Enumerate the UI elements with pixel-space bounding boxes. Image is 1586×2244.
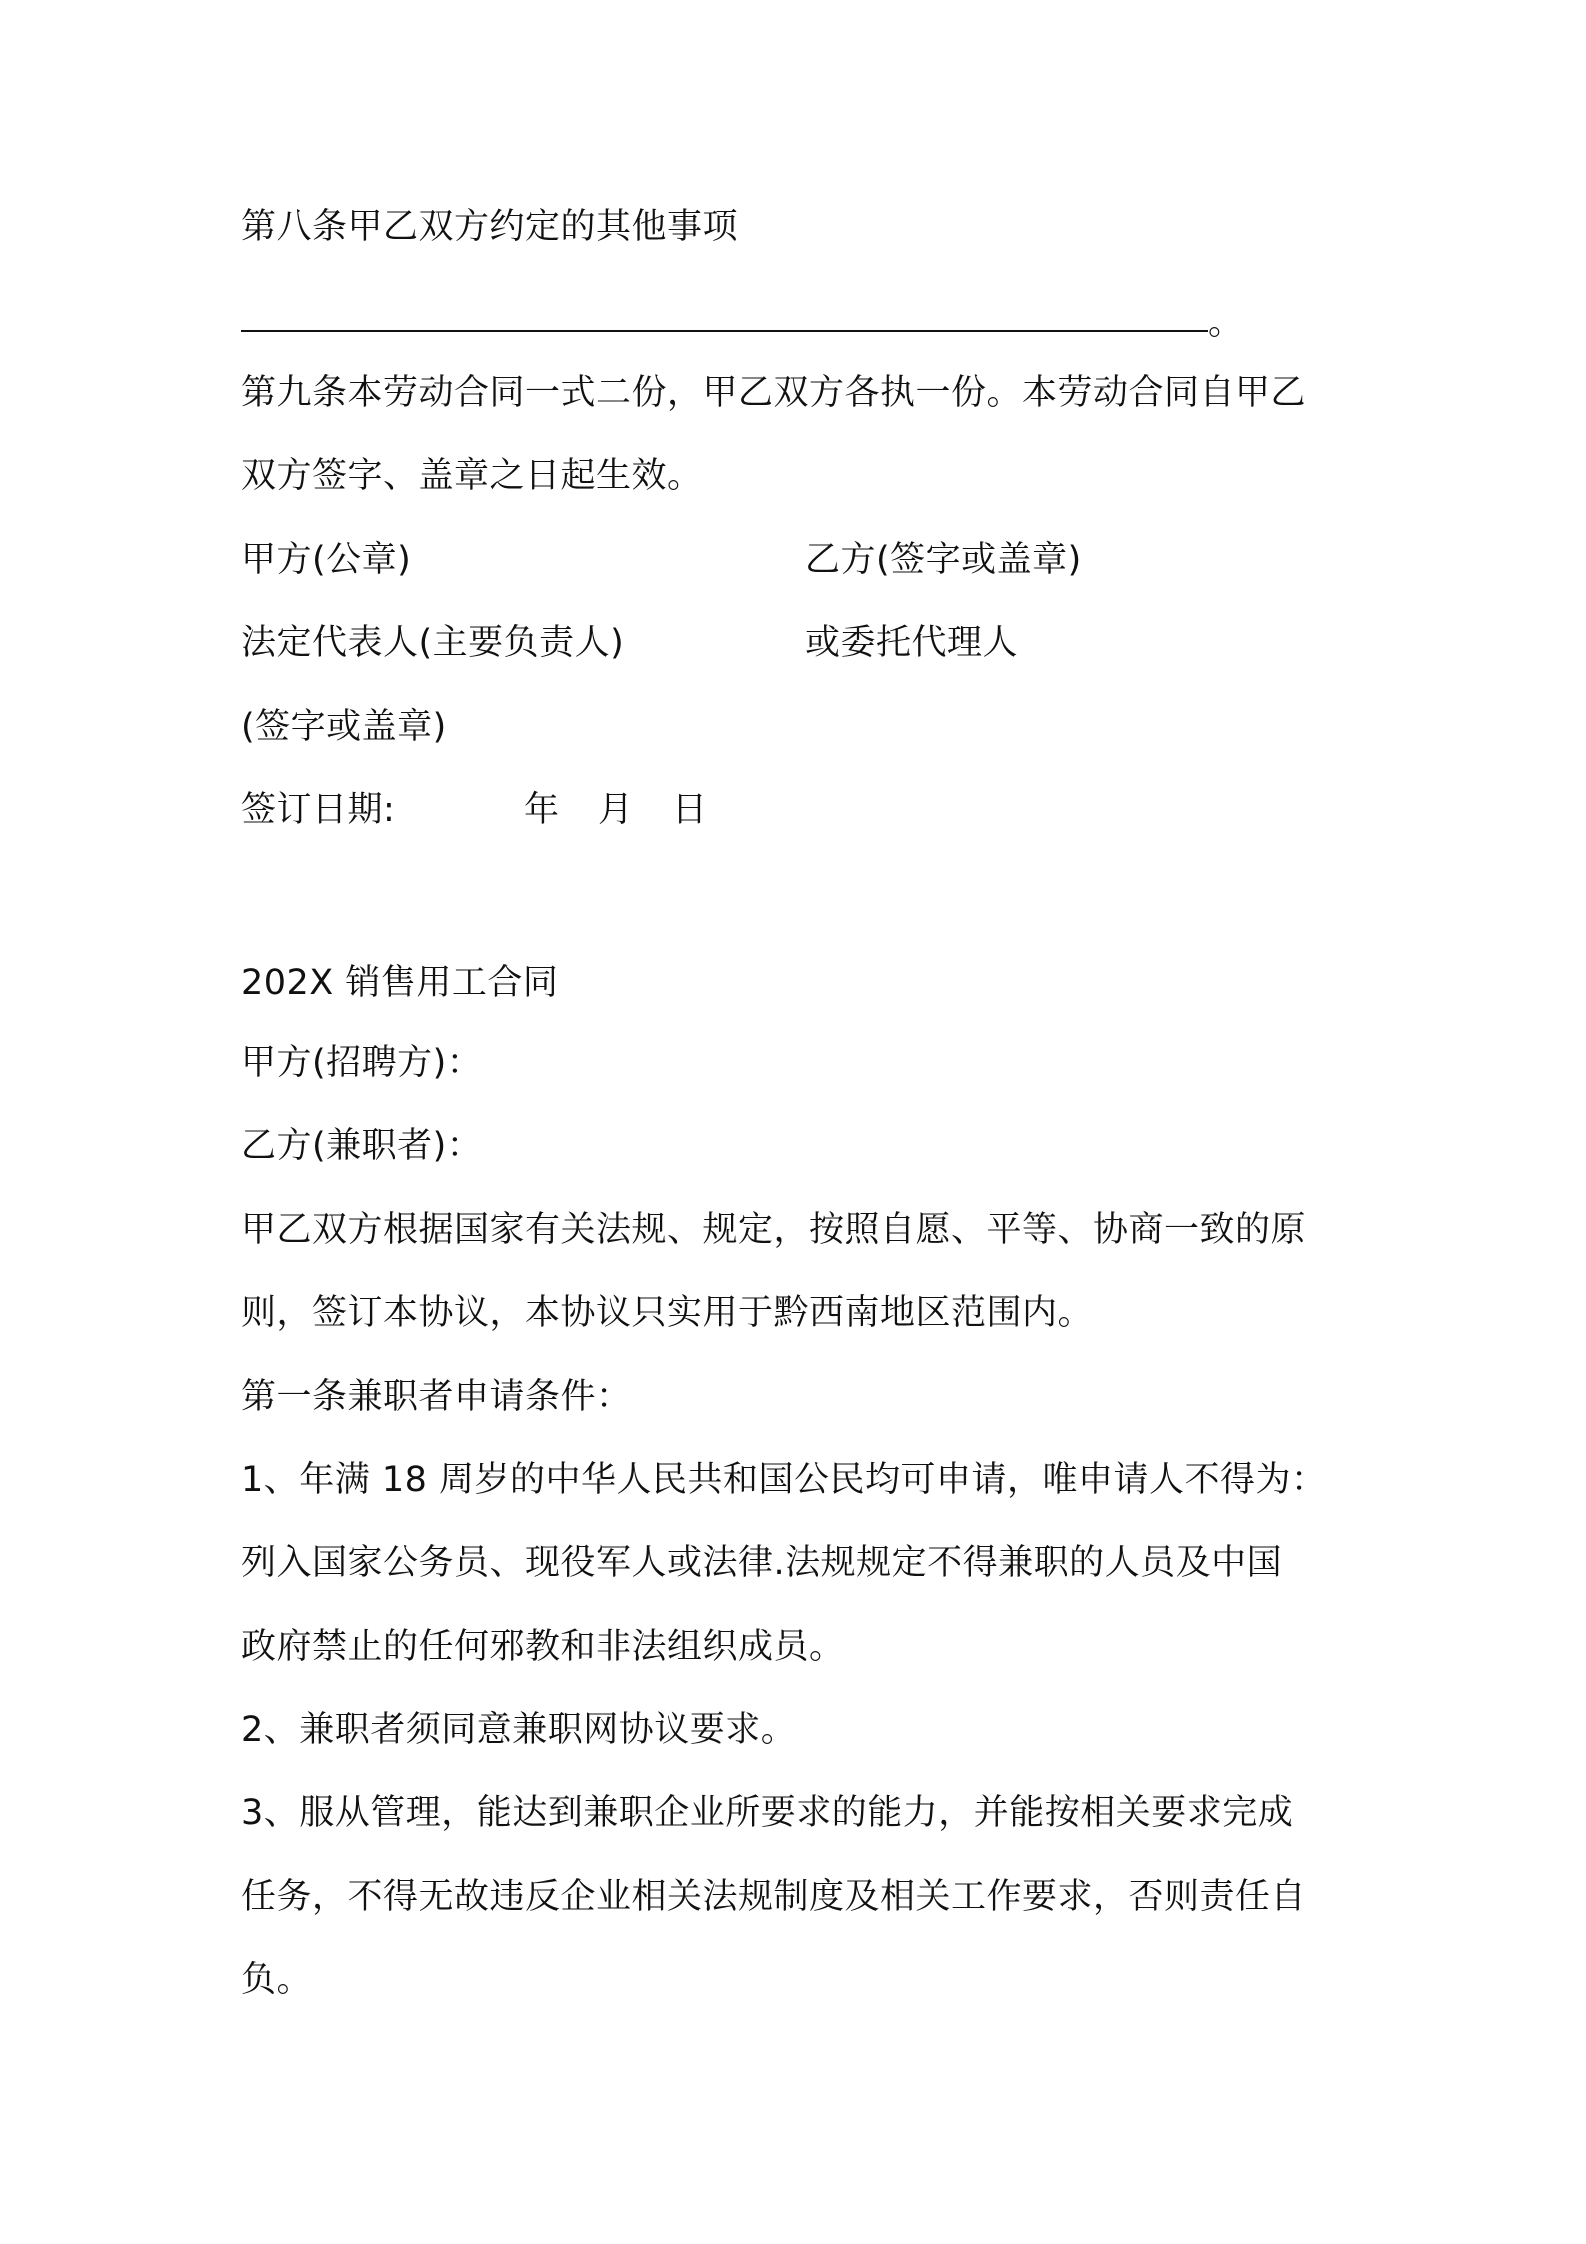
party-b-part-timer: 乙方(兼职者)：	[241, 1126, 483, 1166]
sign-party-a: 甲方(公章)	[241, 540, 412, 580]
date-year: 年	[524, 790, 560, 830]
blank-line-period: 。	[1208, 303, 1244, 343]
sign-party-b: 乙方(签字或盖章)	[805, 540, 1082, 580]
authorized-agent: 或委托代理人	[805, 623, 1019, 663]
contract-title: 202X 销售用工合同	[241, 963, 559, 1003]
intro-line2: 则，签订本协议，本协议只实用于黔西南地区范围内。	[241, 1293, 1094, 1333]
sign-date-label: 签订日期:	[241, 790, 396, 830]
item3-line2: 任务，不得无故违反企业相关法规制度及相关工作要求，否则责任自	[241, 1877, 1307, 1917]
article8-title: 第八条甲乙双方约定的其他事项	[241, 207, 739, 247]
item1-line2: 列入国家公务员、现役军人或法律.法规规定不得兼职的人员及中国	[241, 1543, 1283, 1583]
party-a-recruiter: 甲方(招聘方)：	[241, 1043, 483, 1083]
item1-line1: 1、年满 18 周岁的中华人民共和国公民均可申请，唯申请人不得为：	[241, 1460, 1327, 1500]
article9-line2: 双方签字、盖章之日起生效。	[241, 456, 703, 496]
intro-line1: 甲乙双方根据国家有关法规、规定，按照自愿、平等、协商一致的原	[241, 1210, 1307, 1250]
date-day: 日	[672, 790, 708, 830]
item2: 2、兼职者须同意兼职网协议要求。	[241, 1710, 797, 1750]
article1-title: 第一条兼职者申请条件：	[241, 1377, 632, 1417]
fill-in-blank-line	[241, 330, 1208, 332]
legal-representative: 法定代表人(主要负责人)	[241, 623, 625, 663]
item1-line3: 政府禁止的任何邪教和非法组织成员。	[241, 1627, 845, 1667]
sign-or-seal-note: (签字或盖章)	[241, 707, 447, 747]
date-month: 月	[598, 790, 634, 830]
item3-line1: 3、服从管理，能达到兼职企业所要求的能力，并能按相关要求完成	[241, 1793, 1294, 1833]
item3-line3: 负。	[241, 1960, 313, 2000]
article9-line1: 第九条本劳动合同一式二份，甲乙双方各执一份。本劳动合同自甲乙	[241, 373, 1307, 413]
